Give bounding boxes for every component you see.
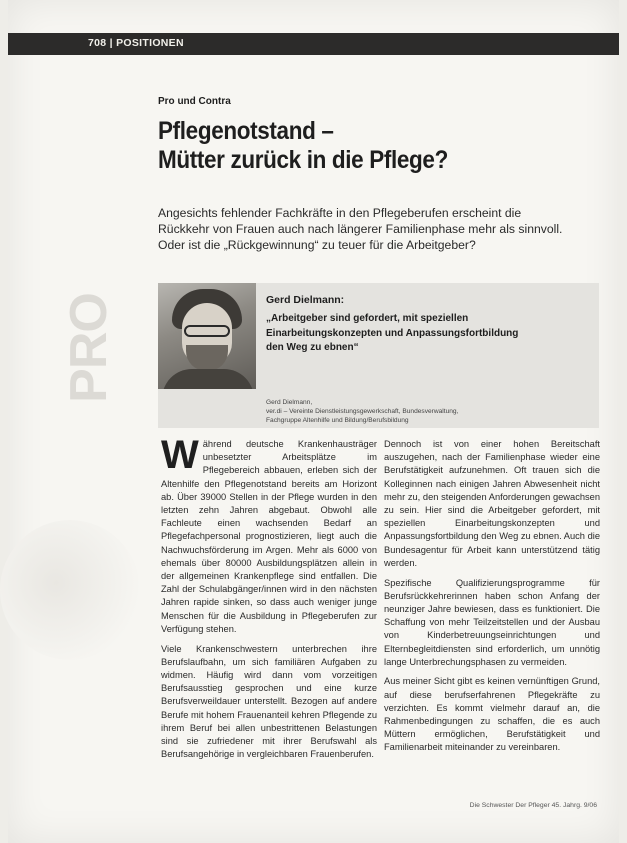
author-name: Gerd Dielmann: — [266, 294, 345, 306]
body-paragraph: Viele Krankenschwestern unterbrechen ihre Berufslaufbahn, um sich familiären Aufgaben zu widmen. Häufig wird dann vom vorzeitigen Berufsausstieg gesprochen und eine kurze Berufsverweildauer unterstellt. Bezogen auf andere Berufe mit hohem Frauenanteil kehren Pflegende zu ihrem Beruf bei allen unbestrittenen Belastungen sind sie zufriedener mit ihrer Berufswahl als Berufsangehörige in vergleichbaren Frauenberufen. — [161, 643, 377, 760]
page-title — [158, 117, 518, 175]
caption-line: Gerd Dielmann, — [266, 399, 313, 406]
author-photo — [158, 283, 256, 389]
body-paragraph — [161, 433, 377, 636]
title-line-2: Mütter zurück in die Pflege? — [158, 146, 448, 174]
author-quote: „Arbeitgeber sind gefordert, mit speziellen Einarbeitungskonzepten und Anpassungsfortbildung den Weg zu ebnen“ — [266, 313, 519, 353]
side-label-text: PRO — [59, 293, 118, 403]
background-hand-image — [0, 520, 140, 660]
body-paragraph-text: ährend deutsche Krankenhausträger unbesetzter Arbeitsplätze im Pflegebereich abbauen, erleben sich der Altenhilfe den Pflegenotstand bereits am Horizont ab. Über 39000 Stellen in der Pflege wurden in den letzten zehn Jahren abgebaut. Obwohl alle Fachleute einen wachsenden Bedarf an Pflegefachpersonal prognostizieren, liegt auch die Nachwuchsförderung im Argen. Mehr als 6000 von ehemals über 80000 Ausbildungsplätzen allein in der allgemeinen Krankenpflege sind entfallen. Die Zahl der Schulabgänger/innen wird in den nächsten Jahren rapide sinken, so dass auch weniger junge Menschen für die Ausbildung in Pflegeberufen zur Verfügung stehen. — [161, 439, 377, 634]
title-line-1: Pflegenotstand – — [158, 117, 334, 145]
body-column-left — [161, 433, 377, 768]
caption-line: ver.di – Vereinte Dienstleistungsgewerkschaft, Bundesverwaltung, — [266, 408, 459, 415]
body-column-right — [384, 438, 600, 761]
body-paragraph: Spezifische Qualifizierungsprogramme für Berufsrückkehrerinnen haben schon Anfang der neunziger Jahre bewiesen, dass es funktioniert. Die Schaffung von mehr Teilzeitstellen und der Ausbau von Kinderbetreuungseinrichtungen und Elternbegleitdiensten sind erforderlich, um unnötig lange Unterbrechungsphasen zu vermeiden. — [384, 577, 600, 667]
lead-paragraph: Angesichts fehlender Fachkräfte in den Pflegeberufen erscheint die Rückkehr von Frauen auch nach längerer Familienphase mehr als sinnvoll. Oder ist die „Rückgewinnung“ zu teuer für die Arbeitgeber? — [158, 206, 563, 252]
body-paragraph: Aus meiner Sicht gibt es keinen vernünftigen Grund, auf diese berufserfahrenen Pflegekräfte zu verzichten. Es kommt vielmehr darauf an, die Rahmenbedingungen zu schaffen, die es auch Müttern ermöglichen, Berufstätigkeit und Familienarbeit miteinander zu vereinbaren. — [384, 676, 600, 753]
side-label — [59, 278, 144, 418]
caption-line: Fachgruppe Altenhilfe und Bildung/Berufsbildung — [266, 417, 409, 424]
section-header-bar — [8, 33, 619, 55]
footer-citation: Die Schwester Der Pfleger 45. Jahrg. 9/06 — [469, 802, 597, 809]
drop-cap: W — [161, 433, 199, 477]
body-paragraph: Dennoch ist von einer hohen Bereitschaft auszugehen, nach der Familienphase wieder eine Berufstätigkeit aufzunehmen. Oft trauen sich die Kolleginnen nach einigen Jahren Abwesenheit nicht mehr zu, den steigenden Anforderungen gewachsen zu sein. Hier sind die Arbeitgeber gefordert, mit speziellen Einarbeitungskonzepten und Anpassungsfortbildung den Weg zu ebnen. Auch die Bundesagentur für Arbeit kann unterstützend tätig werden. — [384, 439, 600, 568]
kicker: Pro und Contra — [158, 96, 231, 107]
section-label: 708 | POSITIONEN — [88, 37, 184, 49]
author-caption — [266, 398, 586, 425]
